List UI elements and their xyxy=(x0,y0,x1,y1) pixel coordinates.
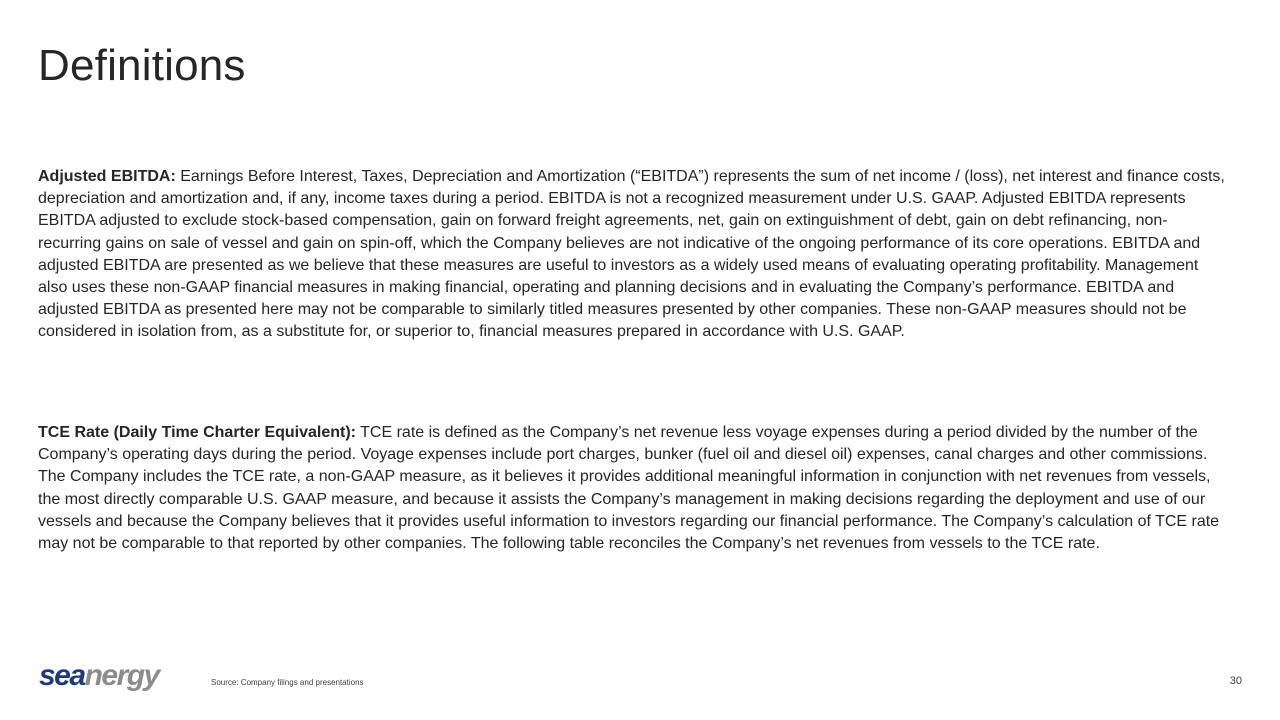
definition-text: Earnings Before Interest, Taxes, Depreciation and Amortization (“EBITDA”) represents the sum of net income / (loss), net interest and finance costs, depreciation and amortization and, if any, income taxes during a period. EBITDA is not a recognized measurement under U.S. GAAP. Adjusted EBITDA represents EBITDA adjusted to exclude stock-based compensation, gain on forward freight agreements, net, gain on extinguishment of debt, gain on debt refinancing, non-recurring gains on sale of vessel and gain on spin-off, which the Company believes are not indicative of the ongoing performance of its core operations. EBITDA and adjusted EBITDA are presented as we believe that these measures are useful to investors as a widely used means of evaluating operating profitability. Management also uses these non-GAAP financial measures in making financial, operating and planning decisions and in evaluating the Company’s performance. EBITDA and adjusted EBITDA as presented here may not be comparable to similarly titled measures presented by other companies. These non-GAAP measures should not be considered in isolation from, as a substitute for, or superior to, financial measures prepared in accordance with U.S. GAAP. xyxy=(38,168,1225,341)
definition-paragraph xyxy=(38,422,1228,555)
definition-term: Adjusted EBITDA: xyxy=(38,168,176,185)
definition-tce-rate xyxy=(38,422,1228,555)
page-title: Definitions xyxy=(38,41,246,90)
seanergy-logo xyxy=(38,656,183,696)
svg-text:seanergy: seanergy xyxy=(39,659,159,692)
definition-text: TCE rate is defined as the Company’s net revenue less voyage expenses during a period divided by the number of the Company’s operating days during the period. Voyage expenses include port charges, bunker (fuel oil and diesel oil) expenses, canal charges and other commissions. The Company includes the TCE rate, a non-GAAP measure, as it believes it provides additional meaningful information in conjunction with net revenues from vessels, the most directly comparable U.S. GAAP measure, and because it assists the Company’s management in making decisions regarding the deployment and use of our vessels and because the Company believes that it provides useful information to investors regarding our financial performance. The Company’s calculation of TCE rate may not be comparable to that reported by other companies. The following table reconciles the Company’s net revenues from vessels to the TCE rate. xyxy=(38,424,1220,553)
definition-term: TCE Rate (Daily Time Charter Equivalent): xyxy=(38,424,356,441)
definition-adjusted-ebitda xyxy=(38,166,1228,344)
page-number: 30 xyxy=(1229,675,1242,687)
source-note: Source: Company filings and presentations xyxy=(211,678,364,687)
definition-paragraph xyxy=(38,166,1228,344)
